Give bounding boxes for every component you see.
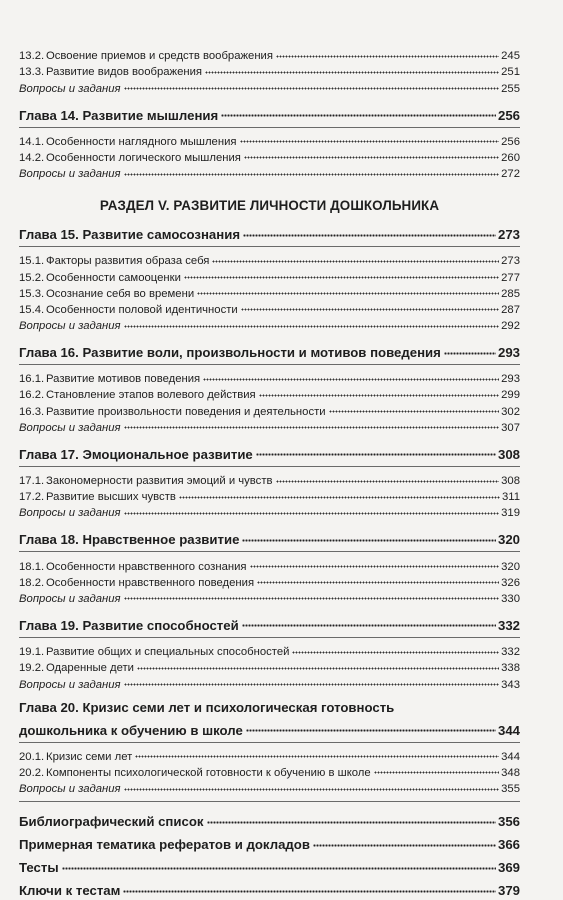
entry-title: Вопросы и задания	[19, 421, 121, 434]
dot-leader	[124, 87, 500, 91]
dot-leader	[207, 820, 496, 824]
page-number: 379	[497, 883, 520, 899]
chapter-title: Глава 14. Развитие мышления	[19, 107, 219, 123]
entry-number: 13.3.	[19, 66, 45, 79]
page-number: 256	[497, 107, 520, 123]
toc-entry	[19, 251, 520, 267]
entry-number: 15.3.	[19, 287, 45, 300]
entry-number: 18.2.	[19, 576, 45, 589]
entry-number: 15.2.	[19, 271, 45, 284]
page-number: 273	[497, 227, 520, 243]
entry-title: Особенности самооценки	[46, 271, 181, 284]
chapter-19	[19, 614, 520, 691]
dot-leader	[292, 650, 499, 654]
dot-leader	[62, 866, 496, 870]
page-number: 307	[501, 421, 520, 434]
entry-title: Особенности наглядного мышления	[46, 135, 237, 148]
toc-entry	[19, 62, 520, 78]
entry-number: 14.2.	[19, 151, 45, 164]
questions-entry	[19, 78, 520, 94]
entry-title: Развитие видов воображения	[46, 66, 203, 79]
divider	[19, 742, 520, 743]
dot-leader	[374, 771, 499, 775]
entry-title: Вопросы и задания	[19, 592, 121, 605]
entry-number: 20.1.	[19, 750, 45, 763]
entry-title: Особенности нравственного сознания	[46, 560, 247, 573]
entry-title: Компоненты психологической готовности к обучению в школе	[46, 766, 371, 779]
dot-leader	[242, 538, 496, 542]
dot-leader	[241, 308, 499, 312]
page-number: 245	[501, 50, 520, 63]
toc-entry	[19, 284, 520, 300]
chapter-title: Глава 17. Эмоциональное развитие	[19, 446, 253, 462]
chapter-heading	[19, 223, 520, 242]
page-number: 293	[497, 345, 520, 361]
page-number: 338	[501, 662, 520, 675]
toc-entry	[19, 487, 520, 503]
dot-leader	[212, 259, 499, 263]
back-matter-entry	[19, 829, 520, 852]
page-number: 343	[501, 678, 520, 691]
entry-title: Развитие мотивов поведения	[46, 373, 201, 386]
page-number: 320	[501, 560, 520, 573]
chapter-heading	[19, 719, 520, 738]
chapter-list	[19, 223, 520, 690]
dot-leader	[257, 581, 499, 585]
dot-leader	[197, 292, 499, 296]
entry-title: Развитие общих и специальных способностей	[46, 646, 290, 659]
entry-title: Вопросы и задания	[19, 507, 121, 520]
dot-leader	[124, 787, 500, 791]
entry-title: Особенности логического мышления	[46, 151, 241, 164]
dot-leader	[184, 276, 499, 280]
page-number: 299	[501, 389, 520, 402]
entry-number: 19.2.	[19, 662, 45, 675]
toc-entry	[19, 658, 520, 674]
page-number: 348	[501, 766, 520, 779]
chapter-heading	[19, 614, 520, 633]
page-number: 251	[501, 66, 520, 79]
dot-leader	[256, 453, 496, 457]
page-number: 308	[501, 475, 520, 487]
toc-entry	[19, 763, 520, 779]
entry-title: Осознание себя во времени	[46, 287, 195, 300]
chapter-18	[19, 528, 520, 605]
toc-entry	[19, 556, 520, 572]
page-number: 319	[501, 507, 520, 520]
questions-entry	[19, 779, 520, 795]
page-number: 369	[497, 860, 520, 876]
back-matter	[19, 806, 520, 898]
entry-title: Тесты	[19, 860, 59, 876]
chapter-heading	[19, 528, 520, 547]
questions-entry	[19, 674, 520, 690]
page-number: 344	[501, 750, 520, 763]
divider	[19, 801, 520, 802]
page-number: 320	[497, 532, 520, 548]
page-number: 308	[497, 446, 520, 462]
page-number: 293	[501, 373, 520, 386]
dot-leader	[276, 54, 499, 58]
dot-leader	[240, 140, 500, 144]
questions-entry	[19, 589, 520, 605]
chapter-heading	[19, 443, 520, 462]
questions-entry	[19, 316, 520, 332]
toc-entry	[19, 471, 520, 487]
divider	[19, 127, 520, 128]
page-number: 332	[497, 617, 520, 633]
questions-entry	[19, 418, 520, 434]
page-number: 256	[501, 135, 520, 148]
entry-title: Вопросы и задания	[19, 678, 121, 691]
entry-title: Ключи к тестам	[19, 883, 121, 899]
toc-entry	[19, 132, 520, 148]
dot-leader	[123, 889, 496, 893]
dot-leader	[137, 666, 499, 670]
divider	[19, 246, 520, 247]
entry-number: 19.1.	[19, 646, 45, 659]
page-number: 255	[501, 82, 520, 95]
toc-entry	[19, 369, 520, 385]
entry-number: 15.4.	[19, 303, 45, 316]
dot-leader	[250, 565, 500, 569]
divider	[19, 637, 520, 638]
dot-leader	[329, 410, 500, 414]
chapter-13-tail	[19, 46, 520, 95]
chapter-title-line-2: дошкольника к обучению в школе	[19, 722, 243, 738]
page-number: 277	[501, 271, 520, 284]
entry-number: 16.1.	[19, 373, 45, 386]
entry-title: Особенности половой идентичности	[46, 303, 238, 316]
chapter-17	[19, 443, 520, 520]
entry-title: Вопросы и задания	[19, 783, 121, 796]
toc-entry	[19, 267, 520, 283]
dot-leader	[221, 114, 496, 118]
page-number: 355	[501, 783, 520, 796]
chapter-16	[19, 341, 520, 434]
dot-leader	[135, 755, 499, 759]
page-number: 326	[501, 576, 520, 589]
entry-title: Вопросы и задания	[19, 320, 121, 333]
entry-title: Кризис семи лет	[46, 750, 133, 763]
entry-title: Вопросы и задания	[19, 82, 121, 95]
divider	[19, 364, 520, 365]
entry-number: 17.1.	[19, 475, 45, 487]
dot-leader	[246, 729, 496, 733]
entry-number: 15.1.	[19, 255, 45, 268]
entry-title: Библиографический список	[19, 814, 204, 830]
dot-leader	[244, 156, 499, 160]
entry-title: Освоение приемов и средств воображения	[46, 50, 273, 63]
dot-leader	[243, 233, 496, 237]
page-number: 292	[501, 320, 520, 333]
dot-leader	[124, 511, 500, 515]
dot-leader	[124, 172, 500, 176]
page-number: 285	[501, 287, 520, 300]
entry-number: 16.2.	[19, 389, 45, 402]
dot-leader	[124, 597, 500, 601]
entry-title: Развитие произвольности поведения и деятельности	[46, 405, 326, 418]
dot-leader	[124, 426, 500, 430]
back-matter-entry	[19, 852, 520, 875]
page-number: 287	[501, 303, 520, 316]
chapter-15	[19, 223, 520, 332]
page-number: 332	[501, 646, 520, 659]
dot-leader	[124, 683, 500, 687]
dot-leader	[124, 324, 500, 328]
dot-leader	[179, 495, 500, 499]
entry-number: 13.2.	[19, 50, 45, 63]
entry-title: Особенности нравственного поведения	[46, 576, 255, 589]
divider	[19, 466, 520, 467]
chapter-14	[19, 104, 520, 181]
page-number: 344	[497, 722, 520, 738]
entry-number: 14.1.	[19, 135, 45, 148]
page-number: 311	[501, 491, 520, 504]
page-number: 273	[501, 255, 520, 268]
page-number: 272	[501, 168, 520, 181]
chapter-20	[19, 700, 520, 738]
entry-title: Одаренные дети	[46, 662, 134, 675]
toc-entry	[19, 642, 520, 658]
toc-entry	[19, 573, 520, 589]
chapter-title: Глава 19. Развитие способностей	[19, 617, 239, 633]
page-number: 356	[497, 814, 520, 830]
page-number: 366	[497, 837, 520, 853]
back-matter-entry	[19, 806, 520, 829]
toc-entry	[19, 401, 520, 417]
entry-number: 20.2.	[19, 766, 45, 779]
dot-leader	[205, 70, 499, 74]
toc-entry	[19, 300, 520, 316]
chapter-title: Глава 16. Развитие воли, произвольности и мотивов поведения	[19, 345, 441, 361]
page-number: 260	[501, 151, 520, 164]
entry-title: Примерная тематика рефератов и докладов	[19, 837, 310, 853]
dot-leader	[444, 351, 496, 355]
page-number: 302	[501, 405, 520, 418]
entry-number: 17.2.	[19, 491, 45, 504]
entry-title: Факторы развития образа себя	[46, 255, 210, 268]
entry-number: 18.1.	[19, 560, 45, 573]
section-heading: РАЗДЕЛ V. РАЗВИТИЕ ЛИЧНОСТИ ДОШКОЛЬНИКА	[99, 198, 440, 214]
toc-entry	[19, 747, 520, 763]
back-matter-entry	[19, 875, 520, 898]
dot-leader	[276, 479, 500, 483]
divider	[19, 551, 520, 552]
questions-entry	[19, 164, 520, 180]
toc-entry	[19, 385, 520, 401]
dot-leader	[259, 393, 499, 397]
entry-number: 16.3.	[19, 405, 45, 418]
dot-leader	[203, 377, 499, 381]
toc-entry	[19, 148, 520, 164]
page-number: 330	[501, 592, 520, 605]
entry-title: Закономерности развития эмоций и чувств	[46, 475, 273, 487]
chapter-title: Глава 18. Нравственное развитие	[19, 532, 240, 548]
dot-leader	[242, 624, 496, 628]
chapter-heading	[19, 341, 520, 360]
questions-entry	[19, 503, 520, 519]
toc-entry	[19, 46, 520, 62]
entry-title: Становление этапов волевого действия	[46, 389, 256, 402]
chapter-heading	[19, 104, 520, 123]
dot-leader	[313, 843, 496, 847]
entry-title: Развитие высших чувств	[46, 491, 176, 504]
chapter-title: Глава 15. Развитие самосознания	[19, 227, 241, 243]
chapter-title-line-1: Глава 20. Кризис семи лет и психологическая готовность	[19, 699, 395, 715]
entry-title: Вопросы и задания	[19, 168, 121, 181]
